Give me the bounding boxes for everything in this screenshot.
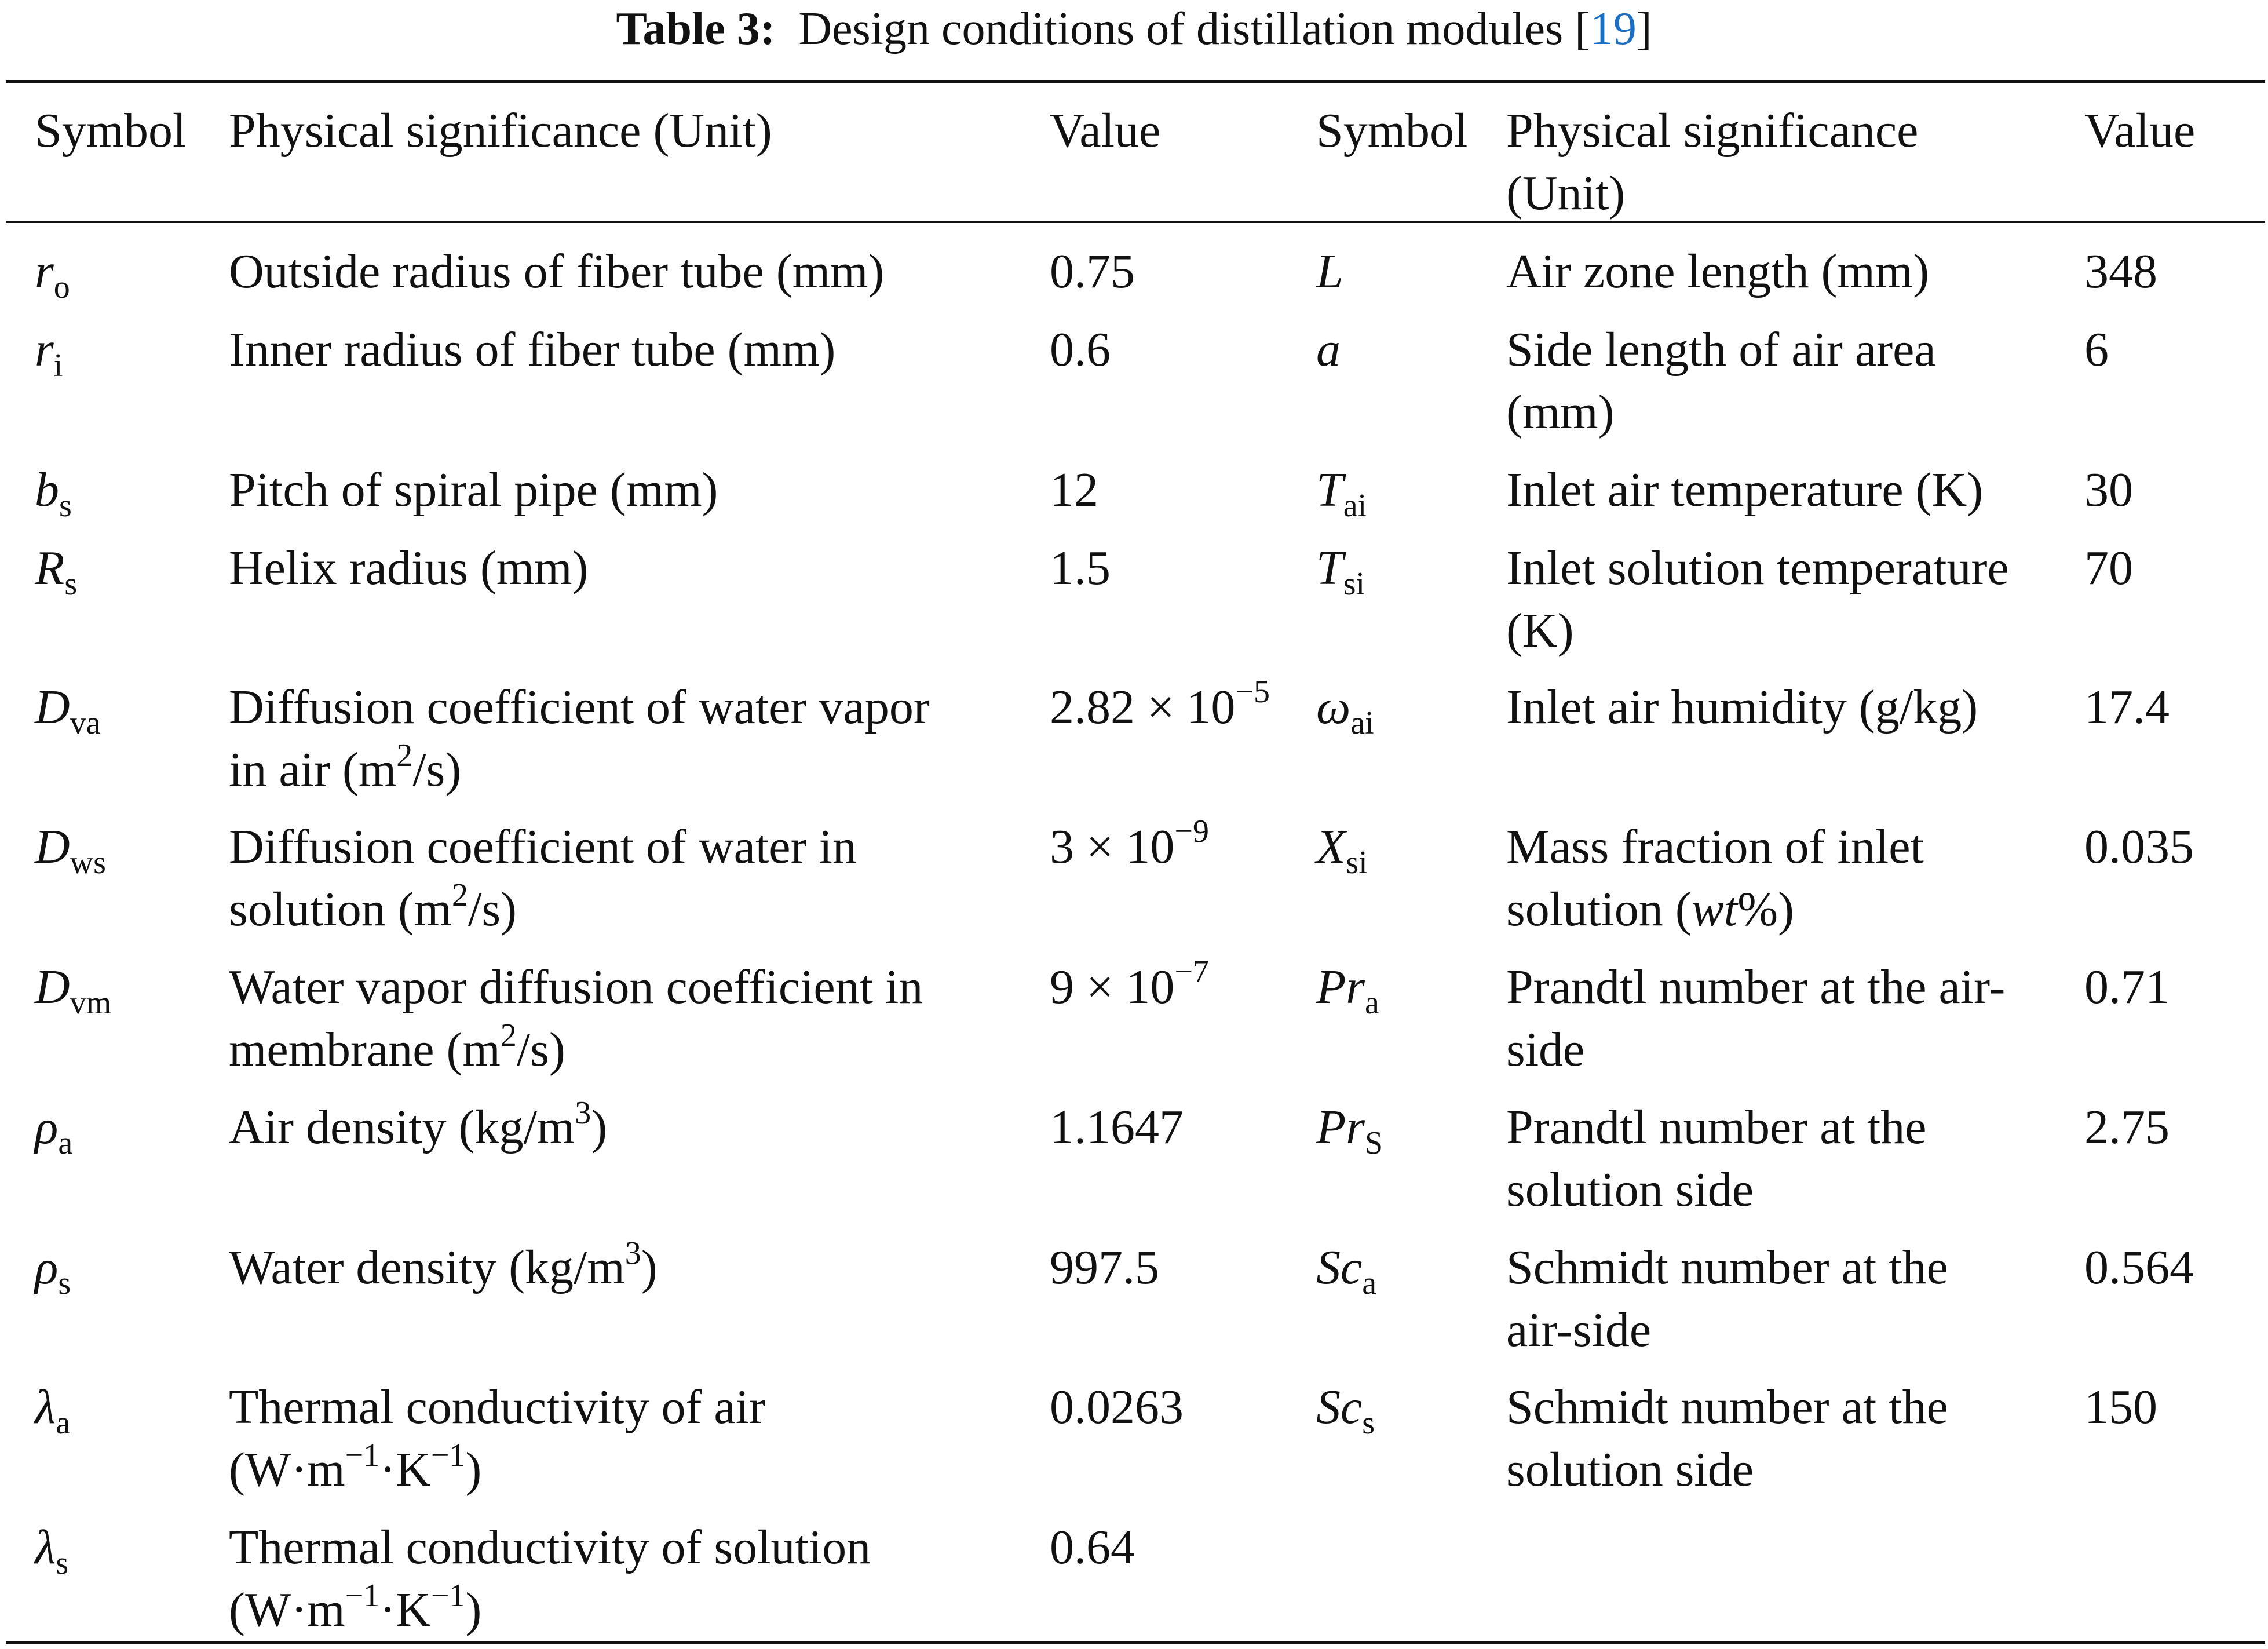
table-row-symbol: $X_{si}$ (1316, 820, 1368, 881)
table-row-description: Air density $(kg/m^3)$ (229, 1095, 608, 1154)
table-row-symbol: $T_{si}$ (1316, 541, 1365, 602)
table-row-description: Helix radius (mm) (229, 541, 589, 595)
table-row-value: $2.82 \times 10^{-5}$ (1050, 674, 1270, 734)
table-row-symbol: $Pr_a$ (1316, 960, 1379, 1021)
header-value: Value (1050, 104, 1161, 158)
table-row-description: Inner radius of fiber tube (mm) (229, 323, 836, 377)
table-row-description: Side length of air area (mm) (1506, 323, 1936, 439)
table-row-value: $3 \times 10^{-9}$ (1050, 813, 1209, 874)
table-row-value: 0.6 (1050, 323, 1111, 377)
table-row-description: Prandtl number at the air- side (1506, 960, 2006, 1077)
table-row-symbol: $Pr_S$ (1316, 1100, 1383, 1161)
table-row-symbol: $r_o$ (35, 245, 70, 305)
table-row-symbol: $\rho_a$ (35, 1100, 73, 1161)
table-row-symbol: $r_i$ (35, 323, 63, 384)
table-row-description: Diffusion coefficient of water vapor in air $(m^2/s)$ (229, 680, 930, 797)
table-row-symbol: $b_s$ (35, 463, 72, 524)
table-row-symbol: $\lambda_s$ (35, 1520, 69, 1581)
table-row-description: Water density $(kg/m^3)$ (229, 1235, 658, 1294)
header-significance-2: Physical significance (Unit) (1506, 104, 1919, 220)
header-significance: Physical significance (Unit) (229, 104, 772, 158)
caption-close: ] (1636, 3, 1652, 54)
table-row-description: Outside radius of fiber tube (mm) (229, 245, 885, 298)
table-row-value: 6 (2084, 323, 2109, 377)
table-row-description: Schmidt number at the solution side (1506, 1380, 1948, 1497)
caption-text: Design conditions of distillation modules [ (798, 3, 1590, 54)
table-row-symbol: L (1316, 245, 1343, 298)
table-row-symbol: $D_{va}$ (35, 680, 101, 741)
table-row-description: Inlet solution temperature (K) (1506, 541, 2009, 658)
table-row-value: 70 (2084, 541, 2133, 595)
table-row-symbol: $Sc_a$ (1316, 1241, 1377, 1301)
table-row-value: $9 \times 10^{-7}$ (1050, 954, 1209, 1014)
header-value-2: Value (2084, 104, 2196, 158)
table-row-value: 12 (1050, 463, 1098, 517)
table-label: Table 3: (616, 3, 776, 54)
table-row-value: 17.4 (2084, 680, 2170, 734)
table-row-value: 0.71 (2084, 960, 2170, 1014)
table-row-description: Diffusion coefficient of water in solution $(m^2/s)$ (229, 820, 857, 936)
table-row-description: Prandtl number at the solution side (1506, 1100, 1927, 1217)
table-row-symbol: $\lambda_a$ (35, 1380, 71, 1441)
table-row-description: Mass fraction of inlet solution (wt%) (1506, 820, 1924, 936)
table-row-value: 997.5 (1050, 1241, 1159, 1294)
table-row-value: 150 (2084, 1380, 2157, 1434)
table-row-symbol: a (1316, 323, 1341, 377)
table-row-value: 0.75 (1050, 245, 1135, 298)
table-row-value: 2.75 (2084, 1100, 2170, 1154)
table-row-symbol: $\rho_s$ (35, 1241, 71, 1301)
table-row-description: Inlet air humidity (g/kg) (1506, 680, 1978, 734)
bottom-rule (6, 1641, 2265, 1644)
table-row-symbol: $R_s$ (35, 541, 78, 602)
citation-link[interactable]: 19 (1590, 3, 1637, 54)
table-row-value: 0.564 (2084, 1241, 2194, 1294)
table-row-value: 1.5 (1050, 541, 1111, 595)
table-row-value: 0.64 (1050, 1520, 1135, 1574)
table-row-description: Water vapor diffusion coefficient in membrane $(m^2/s)$ (229, 960, 923, 1077)
table-row-description: Inlet air temperature (K) (1506, 463, 1984, 517)
table-row-value: 30 (2084, 463, 2133, 517)
table-row-description: Schmidt number at the air-side (1506, 1241, 1948, 1357)
header-symbol: Symbol (35, 104, 187, 158)
table-row-description: Air zone length (mm) (1506, 245, 1930, 298)
table-row-description: Pitch of spiral pipe (mm) (229, 463, 718, 517)
table-row-symbol: $D_{ws}$ (35, 820, 106, 881)
table-row-value: 0.0263 (1050, 1380, 1184, 1434)
table-row-value: 348 (2084, 245, 2157, 298)
top-rule (6, 80, 2265, 83)
table-row-symbol: $Sc_s$ (1316, 1380, 1375, 1441)
table-row-description: Thermal conductivity of air $(W\cdot m^{-1}\cdot K^{-1})$ (229, 1380, 766, 1497)
table-row-value: 1.1647 (1050, 1100, 1184, 1154)
table-row-symbol: $D_{vm}$ (35, 960, 112, 1021)
table-row-symbol: $\omega_{ai}$ (1316, 680, 1374, 741)
table-row-value: 0.035 (2084, 820, 2194, 874)
table-row-description: Thermal conductivity of solution $(W\cdot m^{-1}\cdot K^{-1})$ (229, 1520, 871, 1637)
table-row-symbol: $T_{ai}$ (1316, 463, 1367, 524)
table-caption (0, 0, 2268, 58)
header-rule (6, 221, 2265, 223)
header-symbol-2: Symbol (1316, 104, 1468, 158)
